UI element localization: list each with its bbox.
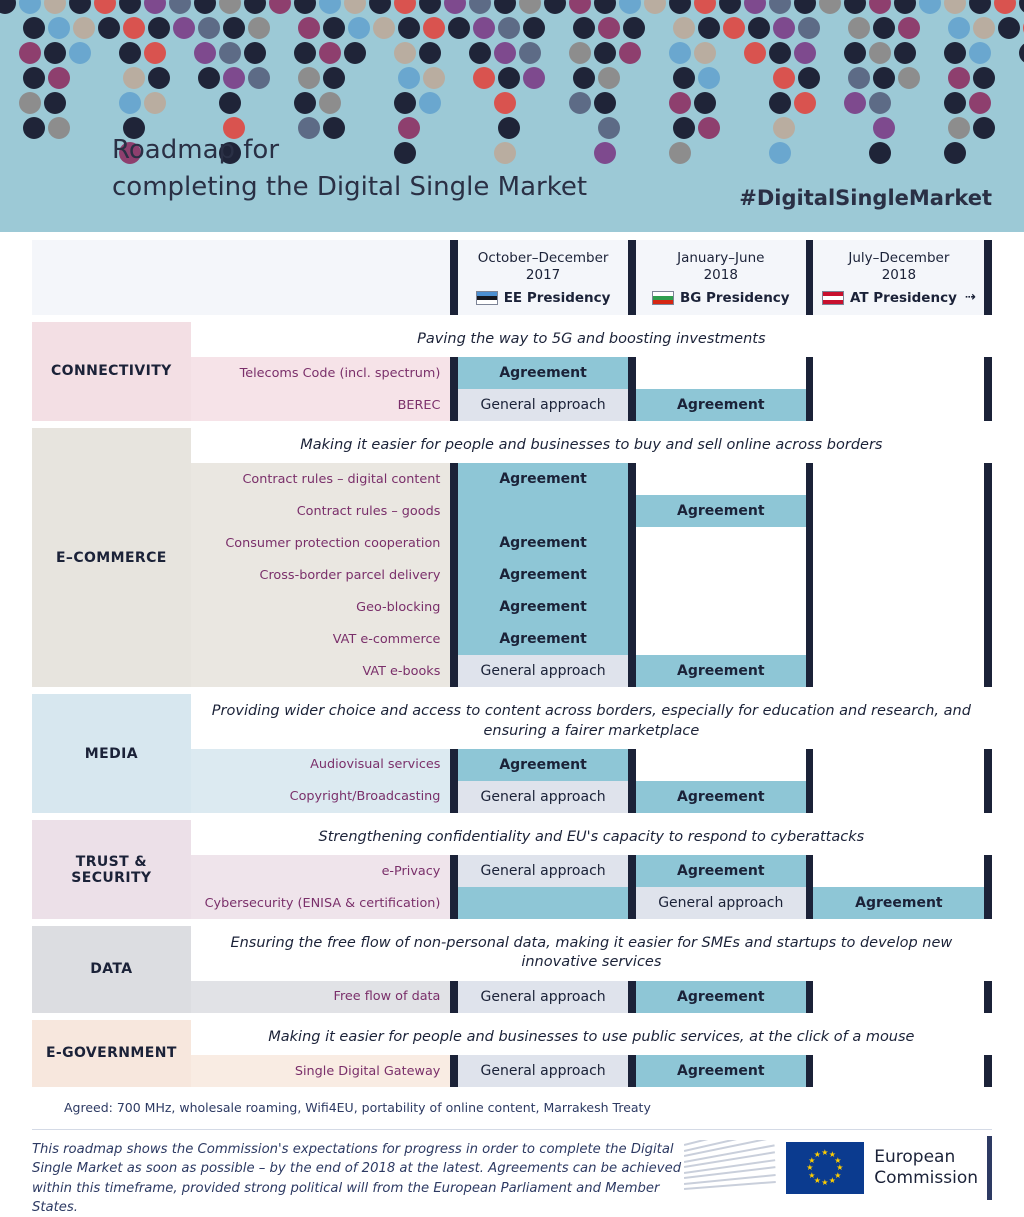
column-divider <box>984 495 992 527</box>
european-commission-logo <box>684 1140 992 1196</box>
initiative-label: Audiovisual services <box>191 749 451 781</box>
period-name-line1: October–December <box>477 250 609 266</box>
status-cell-p1: Agreement <box>458 357 628 389</box>
row-spacer-cell <box>32 421 992 428</box>
status-cell-p1: General approach <box>458 855 628 887</box>
row-spacer <box>32 1087 992 1094</box>
column-divider <box>984 1055 992 1087</box>
disclaimer-text: This roadmap shows the Commission's expectations for progress in order to complete the Digital Single Market as soon as possible – by the end of 2018 at the latest. Agreements can be achieved within this timeframe, provided strong political will from the European Parliament and Member States. <box>32 1142 682 1215</box>
page-title <box>112 132 587 206</box>
column-divider <box>806 559 814 591</box>
column-divider <box>806 981 814 1013</box>
status-cell-p1: General approach <box>458 655 628 687</box>
period-name-line1: January–June <box>677 250 765 266</box>
column-divider <box>628 981 636 1013</box>
category-label: MEDIA <box>32 694 191 813</box>
presidency-label: EE Presidency <box>503 289 611 306</box>
column-divider <box>628 749 636 781</box>
column-divider <box>450 527 458 559</box>
column-divider <box>806 1055 814 1087</box>
column-divider <box>984 655 992 687</box>
header-spacer <box>32 240 191 315</box>
status-cell-p3 <box>813 655 984 687</box>
column-divider <box>450 1055 458 1087</box>
column-divider <box>806 495 814 527</box>
column-divider <box>450 855 458 887</box>
status-cell-p1: General approach <box>458 981 628 1013</box>
column-divider <box>628 240 636 315</box>
logo-text-line2: Commission <box>874 1168 978 1189</box>
initiative-label: Free flow of data <box>191 981 451 1013</box>
period-name-line2: 2018 <box>703 267 738 284</box>
initiative-label: Telecoms Code (incl. spectrum) <box>191 357 451 389</box>
column-divider <box>984 591 992 623</box>
column-divider <box>806 655 814 687</box>
flag-icon <box>476 291 498 305</box>
status-cell-p1: Agreement <box>458 463 628 495</box>
status-cell-p2: Agreement <box>636 495 806 527</box>
status-cell-p1: Agreement <box>458 623 628 655</box>
section-4-blurb-row <box>32 820 992 855</box>
column-divider <box>628 559 636 591</box>
initiative-label: Contract rules – digital content <box>191 463 451 495</box>
column-divider <box>628 1055 636 1087</box>
status-cell-p1: General approach <box>458 389 628 421</box>
column-divider <box>450 357 458 389</box>
column-divider <box>984 981 992 1013</box>
initiative-label: Copyright/Broadcasting <box>191 781 451 813</box>
logo-text <box>874 1147 978 1189</box>
column-divider <box>628 527 636 559</box>
status-cell-p3 <box>813 357 984 389</box>
section-description: Providing wider choice and access to content across borders, especially for education and research, and ensuring a fairer marketplace <box>211 703 971 739</box>
status-cell-p2 <box>636 527 806 559</box>
periods-header-row <box>32 240 992 315</box>
column-divider <box>806 623 814 655</box>
arrow-right-icon: ⇢ <box>964 289 976 305</box>
column-divider <box>628 389 636 421</box>
footnote: Agreed: 700 MHz, wholesale roaming, Wifi4EU, portability of online content, Marrakesh Treaty <box>64 1100 651 1116</box>
category-label: E–COMMERCE <box>32 428 191 687</box>
roadmap-table <box>32 240 992 1094</box>
status-cell-p3 <box>813 495 984 527</box>
column-divider <box>628 357 636 389</box>
row-spacer-cell <box>32 919 992 926</box>
status-cell-p2: Agreement <box>636 1055 806 1087</box>
section-description: Paving the way to 5G and boosting investments <box>417 330 766 347</box>
column-divider <box>450 495 458 527</box>
column-divider <box>450 655 458 687</box>
status-cell-p3 <box>813 855 984 887</box>
presidency-label: BG Presidency <box>679 289 790 306</box>
status-cell-p2: Agreement <box>636 855 806 887</box>
column-divider <box>806 855 814 887</box>
row-spacer <box>32 315 992 322</box>
row-spacer <box>32 1013 992 1020</box>
status-cell-p2: Agreement <box>636 389 806 421</box>
footer <box>32 1129 992 1217</box>
status-cell-p2 <box>636 591 806 623</box>
column-divider <box>984 357 992 389</box>
row-spacer-cell <box>32 1087 992 1094</box>
section-description: Ensuring the free flow of non-personal data, making it easier for SMEs and startups to develop new innovative services <box>230 935 953 971</box>
column-divider <box>806 357 814 389</box>
section-6-blurb-row <box>32 1020 992 1055</box>
section-description: Strengthening confidentiality and EU's capacity to respond to cyberattacks <box>318 828 865 845</box>
row-spacer-cell <box>32 1013 992 1020</box>
section-description: Making it easier for people and businesses to use public services, at the click of a mouse <box>268 1028 915 1045</box>
column-divider <box>806 389 814 421</box>
column-divider <box>984 240 992 315</box>
status-cell-p3 <box>813 559 984 591</box>
column-divider <box>984 781 992 813</box>
column-divider <box>628 623 636 655</box>
section-description: Making it easier for people and businesses to buy and sell online across borders <box>300 437 883 454</box>
page-header <box>0 0 1024 232</box>
column-divider <box>450 591 458 623</box>
section-2-blurb-row <box>32 428 992 463</box>
logo-accent-bar <box>987 1136 992 1200</box>
status-cell-p2: Agreement <box>636 781 806 813</box>
status-cell-p3 <box>813 623 984 655</box>
column-divider <box>450 887 458 919</box>
status-cell-p1 <box>458 495 628 527</box>
row-spacer <box>32 421 992 428</box>
page-title-line1: Roadmap for <box>112 135 280 165</box>
column-divider <box>450 623 458 655</box>
column-divider <box>628 495 636 527</box>
row-spacer <box>32 919 992 926</box>
status-cell-p3 <box>813 389 984 421</box>
category-label: TRUST & SECURITY <box>32 820 191 919</box>
status-cell-p1: Agreement <box>458 591 628 623</box>
category-label: E-GOVERNMENT <box>32 1020 191 1087</box>
status-cell-p1: Agreement <box>458 527 628 559</box>
initiative-label: Geo-blocking <box>191 591 451 623</box>
initiative-label: VAT e-commerce <box>191 623 451 655</box>
column-divider <box>450 781 458 813</box>
column-divider <box>450 240 458 315</box>
initiative-label: Single Digital Gateway <box>191 1055 451 1087</box>
initiative-label: e-Privacy <box>191 855 451 887</box>
column-divider <box>806 527 814 559</box>
hashtag: #DigitalSingleMarket <box>739 186 992 210</box>
column-divider <box>628 591 636 623</box>
initiative-label: Consumer protection cooperation <box>191 527 451 559</box>
page-title-line2: completing the Digital Single Market <box>112 171 588 202</box>
column-divider <box>628 655 636 687</box>
period-presidency <box>464 290 622 307</box>
column-divider <box>984 623 992 655</box>
column-divider <box>984 887 992 919</box>
period-presidency <box>819 290 978 307</box>
status-cell-p2 <box>636 357 806 389</box>
period-name-line2: 2017 <box>525 267 561 284</box>
column-divider <box>806 749 814 781</box>
period-presidency <box>642 290 800 307</box>
column-divider <box>628 463 636 495</box>
column-divider <box>984 527 992 559</box>
status-cell-p3 <box>813 527 984 559</box>
roadmap-board <box>0 232 1024 1115</box>
column-divider <box>628 781 636 813</box>
status-cell-p3 <box>813 591 984 623</box>
flag-icon <box>652 291 674 305</box>
column-divider <box>628 887 636 919</box>
logo-lines-icon <box>684 1140 776 1196</box>
row-spacer-cell <box>32 687 992 694</box>
row-spacer <box>32 687 992 694</box>
status-cell-p3 <box>813 749 984 781</box>
status-cell-p1: General approach <box>458 1055 628 1087</box>
category-label: DATA <box>32 926 191 1013</box>
status-cell-p2: Agreement <box>636 655 806 687</box>
status-cell-p3 <box>813 463 984 495</box>
column-divider <box>984 749 992 781</box>
status-cell-p3 <box>813 981 984 1013</box>
initiative-label: VAT e-books <box>191 655 451 687</box>
column-divider <box>806 781 814 813</box>
row-spacer-cell <box>32 315 992 322</box>
status-cell-p3 <box>813 1055 984 1087</box>
column-divider <box>450 389 458 421</box>
period-header-1 <box>458 240 628 315</box>
status-cell-p3: Agreement <box>813 887 984 919</box>
logo-text-line1: European <box>874 1146 956 1167</box>
column-divider <box>628 855 636 887</box>
column-divider <box>450 559 458 591</box>
status-cell-p2 <box>636 463 806 495</box>
row-spacer <box>32 813 992 820</box>
column-divider <box>806 887 814 919</box>
column-divider <box>450 463 458 495</box>
status-cell-p1: Agreement <box>458 749 628 781</box>
period-name-line1: July–December <box>848 250 950 266</box>
status-cell-p2: General approach <box>636 887 806 919</box>
initiative-label: Contract rules – goods <box>191 495 451 527</box>
status-cell-p3 <box>813 781 984 813</box>
section-5-blurb-row <box>32 926 992 981</box>
presidency-label: AT Presidency <box>849 289 957 306</box>
column-divider <box>984 389 992 421</box>
section-3-blurb-row <box>32 694 992 749</box>
initiative-label: BEREC <box>191 389 451 421</box>
period-header-2 <box>636 240 806 315</box>
section-1-blurb-row <box>32 322 992 357</box>
column-divider <box>806 240 814 315</box>
column-divider <box>806 591 814 623</box>
period-name-line2: 2018 <box>881 267 917 284</box>
header-spacer <box>191 240 451 315</box>
initiative-label: Cybersecurity (ENISA & certification) <box>191 887 451 919</box>
status-cell-p1: General approach <box>458 781 628 813</box>
eu-flag-icon: ★ ★ ★ ★ ★ ★ ★ ★ ★ ★ ★ ★ <box>786 1142 864 1194</box>
column-divider <box>984 855 992 887</box>
period-header-3 <box>813 240 984 315</box>
row-spacer-cell <box>32 813 992 820</box>
status-cell-p2: Agreement <box>636 981 806 1013</box>
status-cell-p1 <box>458 887 628 919</box>
column-divider <box>806 463 814 495</box>
column-divider <box>450 981 458 1013</box>
column-divider <box>984 559 992 591</box>
status-cell-p2 <box>636 749 806 781</box>
flag-icon <box>822 291 844 305</box>
column-divider <box>984 463 992 495</box>
category-label: CONNECTIVITY <box>32 322 191 421</box>
column-divider <box>450 749 458 781</box>
initiative-label: Cross-border parcel delivery <box>191 559 451 591</box>
status-cell-p2 <box>636 623 806 655</box>
status-cell-p1: Agreement <box>458 559 628 591</box>
status-cell-p2 <box>636 559 806 591</box>
